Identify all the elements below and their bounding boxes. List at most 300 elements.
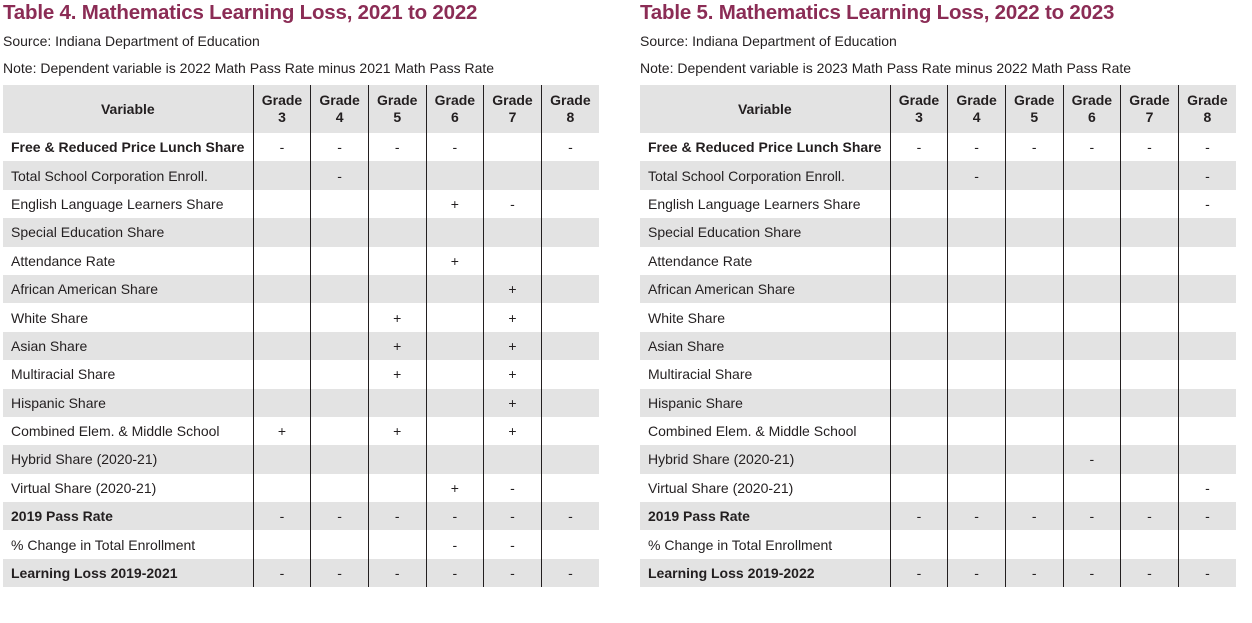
- sign-cell: [311, 389, 369, 417]
- sign-cell: [1121, 332, 1179, 360]
- sign-cell: [253, 530, 311, 558]
- variable-label: 2019 Pass Rate: [3, 502, 253, 530]
- grade-word: Grade: [550, 92, 591, 108]
- sign-cell: [484, 218, 542, 246]
- table-row: [3, 133, 599, 161]
- sign-cell: -: [253, 559, 311, 587]
- sign-cell: [426, 332, 484, 360]
- table-row: [640, 247, 1236, 275]
- table-row: [3, 474, 599, 502]
- sign-cell: [484, 133, 542, 161]
- sign-cell: [541, 530, 599, 558]
- sign-cell: -: [890, 559, 948, 587]
- sign-cell: -: [253, 133, 311, 161]
- sign-cell: [1005, 445, 1063, 473]
- sign-cell: [368, 389, 426, 417]
- sign-cell: [253, 190, 311, 218]
- table-row: [3, 445, 599, 473]
- sign-cell: [426, 445, 484, 473]
- column-header-grade: [1063, 85, 1121, 133]
- sign-cell: [253, 360, 311, 388]
- sign-cell: [1178, 247, 1236, 275]
- sign-cell: [890, 417, 948, 445]
- variable-label: Special Education Share: [640, 218, 890, 246]
- table-row: [3, 360, 599, 388]
- column-header-grade: [1005, 85, 1063, 133]
- sign-cell: [948, 190, 1006, 218]
- sign-cell: +: [253, 417, 311, 445]
- table-row: [640, 360, 1236, 388]
- sign-cell: [948, 417, 1006, 445]
- sign-cell: [368, 161, 426, 189]
- sign-cell: [1178, 389, 1236, 417]
- results-table: [3, 85, 599, 587]
- variable-label: African American Share: [640, 275, 890, 303]
- sign-cell: -: [253, 502, 311, 530]
- sign-cell: [253, 389, 311, 417]
- table-row: [3, 559, 599, 587]
- grade-word: Grade: [434, 92, 476, 108]
- sign-cell: [1005, 530, 1063, 558]
- sign-cell: [1121, 161, 1179, 189]
- sign-cell: +: [368, 360, 426, 388]
- table-row: [640, 190, 1236, 218]
- sign-cell: [1178, 445, 1236, 473]
- sign-cell: [253, 332, 311, 360]
- variable-label: White Share: [11, 309, 89, 326]
- table-4-panel: [3, 0, 599, 587]
- sign-cell: [541, 474, 599, 502]
- sign-cell: -: [426, 133, 484, 161]
- sign-cell: [1178, 303, 1236, 331]
- grade-word: Grade: [1014, 92, 1055, 108]
- grade-word: Grade: [319, 92, 360, 108]
- sign-cell: [311, 445, 369, 473]
- sign-cell: [948, 218, 1006, 246]
- sign-cell: [948, 530, 1006, 558]
- sign-cell: +: [426, 474, 484, 502]
- sign-cell: [253, 474, 311, 502]
- variable-label: % Change in Total Enrollment: [648, 536, 833, 553]
- sign-cell: [541, 303, 599, 331]
- sign-cell: +: [484, 275, 542, 303]
- sign-cell: [890, 161, 948, 189]
- sign-cell: -: [1178, 559, 1236, 587]
- sign-cell: [368, 474, 426, 502]
- sign-cell: [1121, 218, 1179, 246]
- sign-cell: [1063, 303, 1121, 331]
- sign-cell: -: [311, 502, 369, 530]
- sign-cell: [1178, 218, 1236, 246]
- sign-cell: [541, 360, 599, 388]
- variable-label: Virtual Share (2020-21): [648, 479, 794, 496]
- table-row: [3, 218, 599, 246]
- grade-number: 5: [1030, 109, 1039, 125]
- sign-cell: [1063, 218, 1121, 246]
- table-row: [640, 502, 1236, 530]
- sign-cell: [426, 275, 484, 303]
- variable-label: Learning Loss 2019-2021: [3, 559, 253, 587]
- variable-label: % Change in Total Enrollment: [11, 536, 196, 553]
- sign-cell: [541, 389, 599, 417]
- sign-cell: +: [484, 332, 542, 360]
- sign-cell: -: [1005, 559, 1063, 587]
- sign-cell: [1178, 360, 1236, 388]
- table-row: [3, 190, 599, 218]
- table-row: [640, 161, 1236, 189]
- grade-number: 6: [450, 109, 459, 125]
- sign-cell: [541, 275, 599, 303]
- table-row: [640, 275, 1236, 303]
- sign-cell: [1063, 275, 1121, 303]
- sign-cell: [1063, 389, 1121, 417]
- column-header-grade: [253, 85, 311, 133]
- variable-label: Combined Elem. & Middle School: [11, 423, 220, 440]
- sign-cell: [1121, 303, 1179, 331]
- variable-label: Free & Reduced Price Lunch Share: [648, 139, 882, 156]
- sign-cell: -: [948, 161, 1006, 189]
- sign-cell: [1063, 417, 1121, 445]
- sign-cell: [484, 445, 542, 473]
- table-row: [640, 559, 1236, 587]
- sign-cell: -: [1005, 133, 1063, 161]
- sign-cell: -: [948, 502, 1006, 530]
- sign-cell: -: [948, 133, 1006, 161]
- sign-cell: -: [1063, 445, 1121, 473]
- sign-cell: [1178, 275, 1236, 303]
- sign-cell: [1005, 389, 1063, 417]
- table-row: [3, 417, 599, 445]
- grade-number: 5: [393, 109, 402, 125]
- variable-label: Total School Corporation Enroll.: [640, 161, 890, 189]
- sign-cell: -: [1178, 502, 1236, 530]
- sign-cell: [1005, 218, 1063, 246]
- grade-number: 4: [972, 109, 981, 125]
- variable-label: English Language Learners Share: [648, 195, 861, 212]
- grade-number: 3: [915, 109, 923, 125]
- sign-cell: [948, 247, 1006, 275]
- sign-cell: +: [368, 303, 426, 331]
- variable-label: Learning Loss 2019-2022: [640, 559, 890, 587]
- sign-cell: [1005, 161, 1063, 189]
- grade-number: 8: [1203, 109, 1212, 125]
- sign-cell: [1121, 445, 1179, 473]
- variable-label: Asian Share: [3, 332, 253, 360]
- sign-cell: [948, 275, 1006, 303]
- sign-cell: [253, 218, 311, 246]
- sign-cell: [890, 445, 948, 473]
- sign-cell: -: [1005, 502, 1063, 530]
- sign-cell: [890, 332, 948, 360]
- sign-cell: +: [426, 247, 484, 275]
- sign-cell: -: [1063, 502, 1121, 530]
- table-row: [640, 445, 1236, 473]
- sign-cell: [253, 303, 311, 331]
- sign-cell: +: [484, 360, 542, 388]
- sign-cell: [1005, 275, 1063, 303]
- sign-cell: -: [1178, 190, 1236, 218]
- grade-number: 6: [1087, 109, 1096, 125]
- sign-cell: [1063, 161, 1121, 189]
- variable-label: Hispanic Share: [640, 389, 890, 417]
- sign-cell: [311, 303, 369, 331]
- variable-label: Multiracial Share: [648, 366, 753, 383]
- column-header-variable: Variable: [640, 85, 890, 133]
- column-header-grade: [948, 85, 1006, 133]
- sign-cell: [311, 360, 369, 388]
- sign-cell: [1121, 389, 1179, 417]
- sign-cell: [253, 247, 311, 275]
- sign-cell: [311, 530, 369, 558]
- sign-cell: [368, 445, 426, 473]
- sign-cell: [426, 389, 484, 417]
- variable-label: White Share: [648, 309, 726, 326]
- variable-label: Hybrid Share (2020-21): [3, 445, 253, 473]
- sign-cell: +: [484, 303, 542, 331]
- grade-number: 4: [335, 109, 344, 125]
- sign-cell: [541, 190, 599, 218]
- sign-cell: [1121, 417, 1179, 445]
- sign-cell: [1005, 303, 1063, 331]
- table-row: [640, 389, 1236, 417]
- sign-cell: [1005, 360, 1063, 388]
- sign-cell: [890, 530, 948, 558]
- column-header-grade: [426, 85, 484, 133]
- table-title: Table 4. Mathematics Learning Loss, 2021 to 2022: [3, 1, 478, 24]
- grade-number: 8: [566, 109, 575, 125]
- sign-cell: [253, 161, 311, 189]
- column-header-variable: Variable: [3, 85, 253, 133]
- variable-label: Hispanic Share: [3, 389, 253, 417]
- table-row: [3, 275, 599, 303]
- variable-label: Attendance Rate: [648, 252, 753, 269]
- sign-cell: -: [484, 559, 542, 587]
- variable-label: 2019 Pass Rate: [640, 502, 890, 530]
- sign-cell: [426, 417, 484, 445]
- sign-cell: -: [1063, 133, 1121, 161]
- sign-cell: [890, 389, 948, 417]
- column-header-grade: [484, 85, 542, 133]
- table-header-row: [3, 85, 599, 133]
- grade-number: 7: [508, 109, 517, 125]
- sign-cell: [426, 218, 484, 246]
- grade-word: Grade: [898, 92, 940, 108]
- sign-cell: -: [1121, 559, 1179, 587]
- sign-cell: [311, 247, 369, 275]
- sign-cell: [311, 417, 369, 445]
- grade-word: Grade: [1071, 92, 1113, 108]
- table-header-row: [640, 85, 1236, 133]
- sign-cell: [426, 161, 484, 189]
- sign-cell: [948, 474, 1006, 502]
- sign-cell: -: [1121, 133, 1179, 161]
- sign-cell: [1063, 530, 1121, 558]
- variable-label: Multiracial Share: [11, 366, 116, 383]
- grade-word: Grade: [1129, 92, 1170, 108]
- column-header-grade: [311, 85, 369, 133]
- grade-word: Grade: [377, 92, 418, 108]
- sign-cell: [1121, 190, 1179, 218]
- sign-cell: [541, 445, 599, 473]
- sign-cell: [253, 445, 311, 473]
- sign-cell: [541, 247, 599, 275]
- sign-cell: [368, 247, 426, 275]
- sign-cell: -: [311, 559, 369, 587]
- sign-cell: [948, 303, 1006, 331]
- sign-cell: -: [426, 559, 484, 587]
- sign-cell: [311, 332, 369, 360]
- variable-label: Attendance Rate: [11, 252, 116, 269]
- table-row: [640, 303, 1236, 331]
- sign-cell: [1121, 360, 1179, 388]
- sign-cell: [1005, 332, 1063, 360]
- table-5-panel: [640, 0, 1236, 587]
- table-row: [640, 218, 1236, 246]
- sign-cell: -: [484, 190, 542, 218]
- grade-word: Grade: [956, 92, 997, 108]
- results-table: [640, 85, 1236, 587]
- sign-cell: -: [1121, 502, 1179, 530]
- sign-cell: [1005, 417, 1063, 445]
- table-row: [3, 530, 599, 558]
- grade-number: 7: [1145, 109, 1154, 125]
- column-header-grade: [890, 85, 948, 133]
- table-source: Source: Indiana Department of Education: [3, 33, 260, 49]
- variable-label: African American Share: [3, 275, 253, 303]
- table-row: [640, 133, 1236, 161]
- sign-cell: [541, 218, 599, 246]
- column-header-grade: [1178, 85, 1236, 133]
- variable-label: Special Education Share: [3, 218, 253, 246]
- sign-cell: -: [890, 502, 948, 530]
- variable-label: Total School Corporation Enroll.: [3, 161, 253, 189]
- sign-cell: [890, 190, 948, 218]
- table-row: [3, 389, 599, 417]
- sign-cell: +: [426, 190, 484, 218]
- sign-cell: [890, 474, 948, 502]
- sign-cell: [484, 247, 542, 275]
- sign-cell: [426, 303, 484, 331]
- table-source: Source: Indiana Department of Education: [640, 33, 897, 49]
- variable-label: English Language Learners Share: [11, 195, 224, 212]
- sign-cell: -: [1063, 559, 1121, 587]
- sign-cell: -: [311, 161, 369, 189]
- sign-cell: -: [368, 559, 426, 587]
- sign-cell: [1121, 474, 1179, 502]
- sign-cell: [541, 161, 599, 189]
- sign-cell: -: [1178, 161, 1236, 189]
- sign-cell: [368, 275, 426, 303]
- sign-cell: [541, 417, 599, 445]
- sign-cell: [368, 218, 426, 246]
- column-header-grade: [541, 85, 599, 133]
- variable-label: Hybrid Share (2020-21): [640, 445, 890, 473]
- sign-cell: [948, 332, 1006, 360]
- sign-cell: [948, 389, 1006, 417]
- sign-cell: [484, 161, 542, 189]
- sign-cell: -: [1178, 474, 1236, 502]
- sign-cell: [890, 275, 948, 303]
- variable-label: Asian Share: [640, 332, 890, 360]
- sign-cell: -: [890, 133, 948, 161]
- grade-word: Grade: [492, 92, 533, 108]
- sign-cell: [311, 190, 369, 218]
- variable-label: Combined Elem. & Middle School: [648, 423, 857, 440]
- grade-word: Grade: [261, 92, 303, 108]
- sign-cell: [890, 247, 948, 275]
- sign-cell: [1063, 190, 1121, 218]
- table-row: [640, 417, 1236, 445]
- sign-cell: -: [484, 474, 542, 502]
- sign-cell: [890, 360, 948, 388]
- sign-cell: -: [541, 502, 599, 530]
- sign-cell: [1121, 275, 1179, 303]
- sign-cell: [368, 190, 426, 218]
- table-row: [640, 530, 1236, 558]
- table-note: Note: Dependent variable is 2022 Math Pass Rate minus 2021 Math Pass Rate: [3, 60, 495, 76]
- sign-cell: [368, 530, 426, 558]
- table-row: [3, 303, 599, 331]
- sign-cell: -: [426, 502, 484, 530]
- table-row: [3, 502, 599, 530]
- grade-word: Grade: [1187, 92, 1228, 108]
- sign-cell: [1063, 247, 1121, 275]
- sign-cell: [1005, 190, 1063, 218]
- sign-cell: [1005, 474, 1063, 502]
- variable-label: Virtual Share (2020-21): [11, 479, 157, 496]
- table-row: [3, 247, 599, 275]
- sign-cell: [311, 218, 369, 246]
- grade-number: 3: [278, 109, 286, 125]
- sign-cell: +: [484, 417, 542, 445]
- sign-cell: +: [368, 417, 426, 445]
- sign-cell: -: [311, 133, 369, 161]
- sign-cell: [1121, 247, 1179, 275]
- sign-cell: -: [426, 530, 484, 558]
- table-row: [3, 161, 599, 189]
- sign-cell: [541, 332, 599, 360]
- sign-cell: +: [484, 389, 542, 417]
- sign-cell: [253, 275, 311, 303]
- sign-cell: -: [541, 559, 599, 587]
- sign-cell: [426, 360, 484, 388]
- table-row: [3, 332, 599, 360]
- column-header-grade: [368, 85, 426, 133]
- sign-cell: -: [368, 502, 426, 530]
- sign-cell: [1178, 417, 1236, 445]
- sign-cell: [1063, 360, 1121, 388]
- sign-cell: -: [368, 133, 426, 161]
- sign-cell: -: [948, 559, 1006, 587]
- sign-cell: [1178, 530, 1236, 558]
- table-note: Note: Dependent variable is 2023 Math Pass Rate minus 2022 Math Pass Rate: [640, 60, 1132, 76]
- sign-cell: [890, 303, 948, 331]
- sign-cell: [1063, 474, 1121, 502]
- sign-cell: +: [368, 332, 426, 360]
- sign-cell: -: [1178, 133, 1236, 161]
- sign-cell: [948, 445, 1006, 473]
- column-header-grade: [1121, 85, 1179, 133]
- sign-cell: -: [484, 530, 542, 558]
- sign-cell: -: [484, 502, 542, 530]
- sign-cell: [311, 275, 369, 303]
- table-row: [640, 332, 1236, 360]
- variable-label: Free & Reduced Price Lunch Share: [11, 139, 245, 156]
- sign-cell: [1178, 332, 1236, 360]
- sign-cell: [1005, 247, 1063, 275]
- sign-cell: [1121, 530, 1179, 558]
- table-row: [640, 474, 1236, 502]
